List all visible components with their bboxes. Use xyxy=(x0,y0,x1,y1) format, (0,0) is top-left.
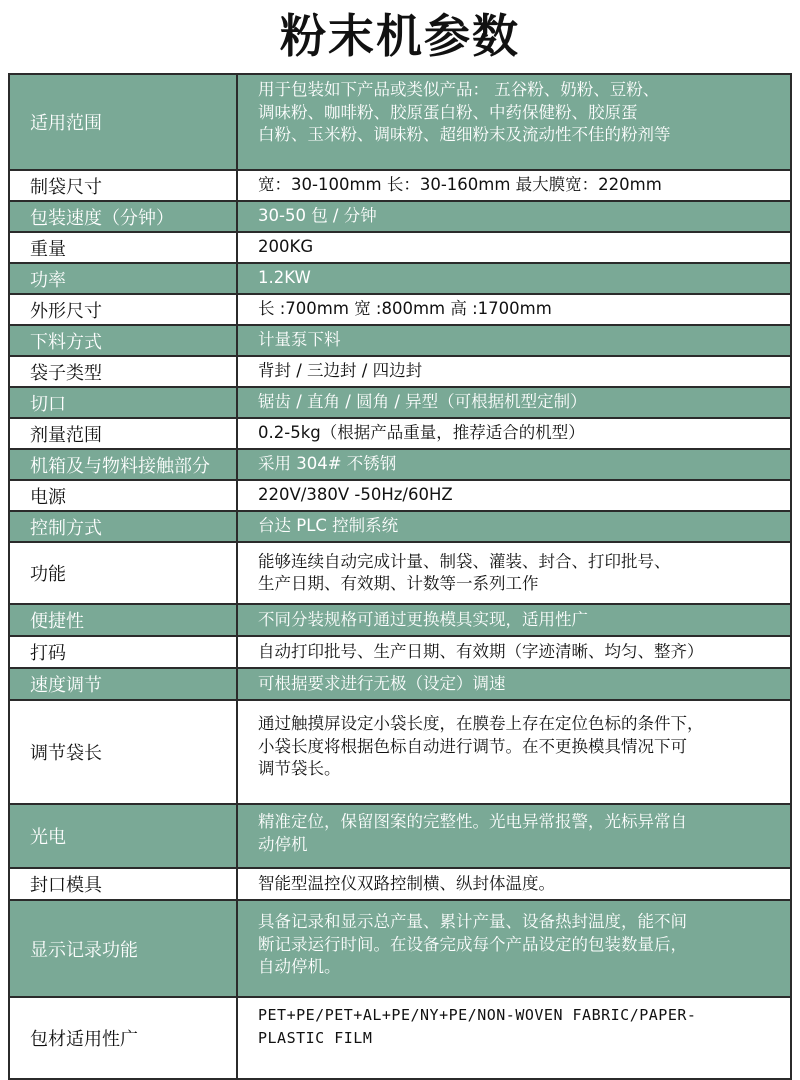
table-row xyxy=(10,264,790,295)
row-label: 剂量范围 xyxy=(10,419,238,448)
row-value: 锯齿 / 直角 / 圆角 / 异型（可根据机型定制） xyxy=(258,392,587,412)
row-label: 袋子类型 xyxy=(10,357,238,386)
row-value: 1.2KW xyxy=(258,268,311,288)
row-label: 重量 xyxy=(10,233,238,262)
row-label: 适用范围 xyxy=(10,75,238,169)
table-row xyxy=(10,998,790,1078)
row-label: 封口模具 xyxy=(10,869,238,899)
row-label: 打码 xyxy=(10,637,238,667)
row-value: 智能型温控仪双路控制横、纵封体温度。 xyxy=(258,873,555,893)
table-row xyxy=(10,869,790,901)
row-label: 切口 xyxy=(10,388,238,417)
row-label: 调节袋长 xyxy=(10,701,238,803)
row-label: 制袋尺寸 xyxy=(10,171,238,200)
table-row xyxy=(10,901,790,998)
row-value: 精准定位，保留图案的完整性。光电异常报警，光标异常自 动停机 xyxy=(258,812,687,854)
row-label: 功率 xyxy=(10,264,238,293)
row-value: 0.2-5kg（根据产品重量，推荐适合的机型） xyxy=(258,423,585,443)
row-value: 不同分装规格可通过更换模具实现，适用性广 xyxy=(258,609,588,629)
table-row xyxy=(10,202,790,233)
table-row xyxy=(10,388,790,419)
row-label: 包材适用性广 xyxy=(10,998,238,1078)
table-row xyxy=(10,295,790,326)
row-label: 显示记录功能 xyxy=(10,901,238,996)
row-label: 下料方式 xyxy=(10,326,238,355)
table-row xyxy=(10,75,790,171)
page-title: 粉末机参数 xyxy=(280,9,520,63)
row-value: PET+PE/PET+AL+PE/NY+PE/NON-WOVEN FABRIC/PAPER- PLASTIC FILM xyxy=(258,1006,697,1047)
row-label: 便捷性 xyxy=(10,605,238,635)
row-value: 台达 PLC 控制系统 xyxy=(258,516,399,536)
table-row xyxy=(10,357,790,388)
row-value: 宽：30-100mm 长：30-160mm 最大膜宽：220mm xyxy=(258,175,662,195)
table-row xyxy=(10,233,790,264)
row-label: 机箱及与物料接触部分 xyxy=(10,450,238,479)
row-value: 自动打印批号、生产日期、有效期（字迹清晰、均匀、整齐） xyxy=(258,641,704,661)
table-row xyxy=(10,701,790,805)
row-label: 包装速度（分钟） xyxy=(10,202,238,231)
table-row xyxy=(10,605,790,637)
row-label: 控制方式 xyxy=(10,512,238,541)
table-row xyxy=(10,481,790,512)
table-row xyxy=(10,512,790,543)
spec-table xyxy=(8,73,792,1080)
row-value: 通过触摸屏设定小袋长度，在膜卷上存在定位色标的条件下， 小袋长度将根据色标自动进行调节。在不更换模具情况下可 调节袋长。 xyxy=(258,714,704,778)
table-row xyxy=(10,450,790,481)
table-row xyxy=(10,419,790,450)
table-row xyxy=(10,326,790,357)
table-row xyxy=(10,171,790,202)
row-value: 30-50 包 / 分钟 xyxy=(258,206,377,226)
row-value: 采用 304# 不锈钢 xyxy=(258,454,397,474)
row-value: 计量泵下料 xyxy=(258,330,341,350)
row-value: 长 :700mm 宽 :800mm 高 :1700mm xyxy=(258,299,552,319)
table-row xyxy=(10,805,790,869)
row-value: 背封 / 三边封 / 四边封 xyxy=(258,361,423,381)
row-value: 用于包装如下产品或类似产品： 五谷粉、奶粉、豆粉、 调味粉、咖啡粉、胶原蛋白粉、中药保健粉、胶原蛋 白粉、玉米粉、调味粉、超细粉末及流动性不佳的粉剂等 xyxy=(258,80,671,144)
row-label: 速度调节 xyxy=(10,669,238,699)
row-label: 光电 xyxy=(10,805,238,867)
table-row xyxy=(10,543,790,605)
row-value: 可根据要求进行无极（设定）调速 xyxy=(258,673,506,693)
row-value: 200KG xyxy=(258,237,314,257)
row-label: 外形尺寸 xyxy=(10,295,238,324)
row-value: 具备记录和显示总产量、累计产量、设备热封温度，能不间 断记录运行时间。在设备完成每个产品设定的包装数量后， 自动停机。 xyxy=(258,912,687,976)
row-value: 220V/380V -50Hz/60HZ xyxy=(258,485,453,505)
table-row xyxy=(10,637,790,669)
row-value: 能够连续自动完成计量、制袋、灌装、封合、打印批号、 生产日期、有效期、计数等一系列工作 xyxy=(258,551,671,593)
table-row xyxy=(10,669,790,701)
row-label: 功能 xyxy=(10,543,238,603)
row-label: 电源 xyxy=(10,481,238,510)
